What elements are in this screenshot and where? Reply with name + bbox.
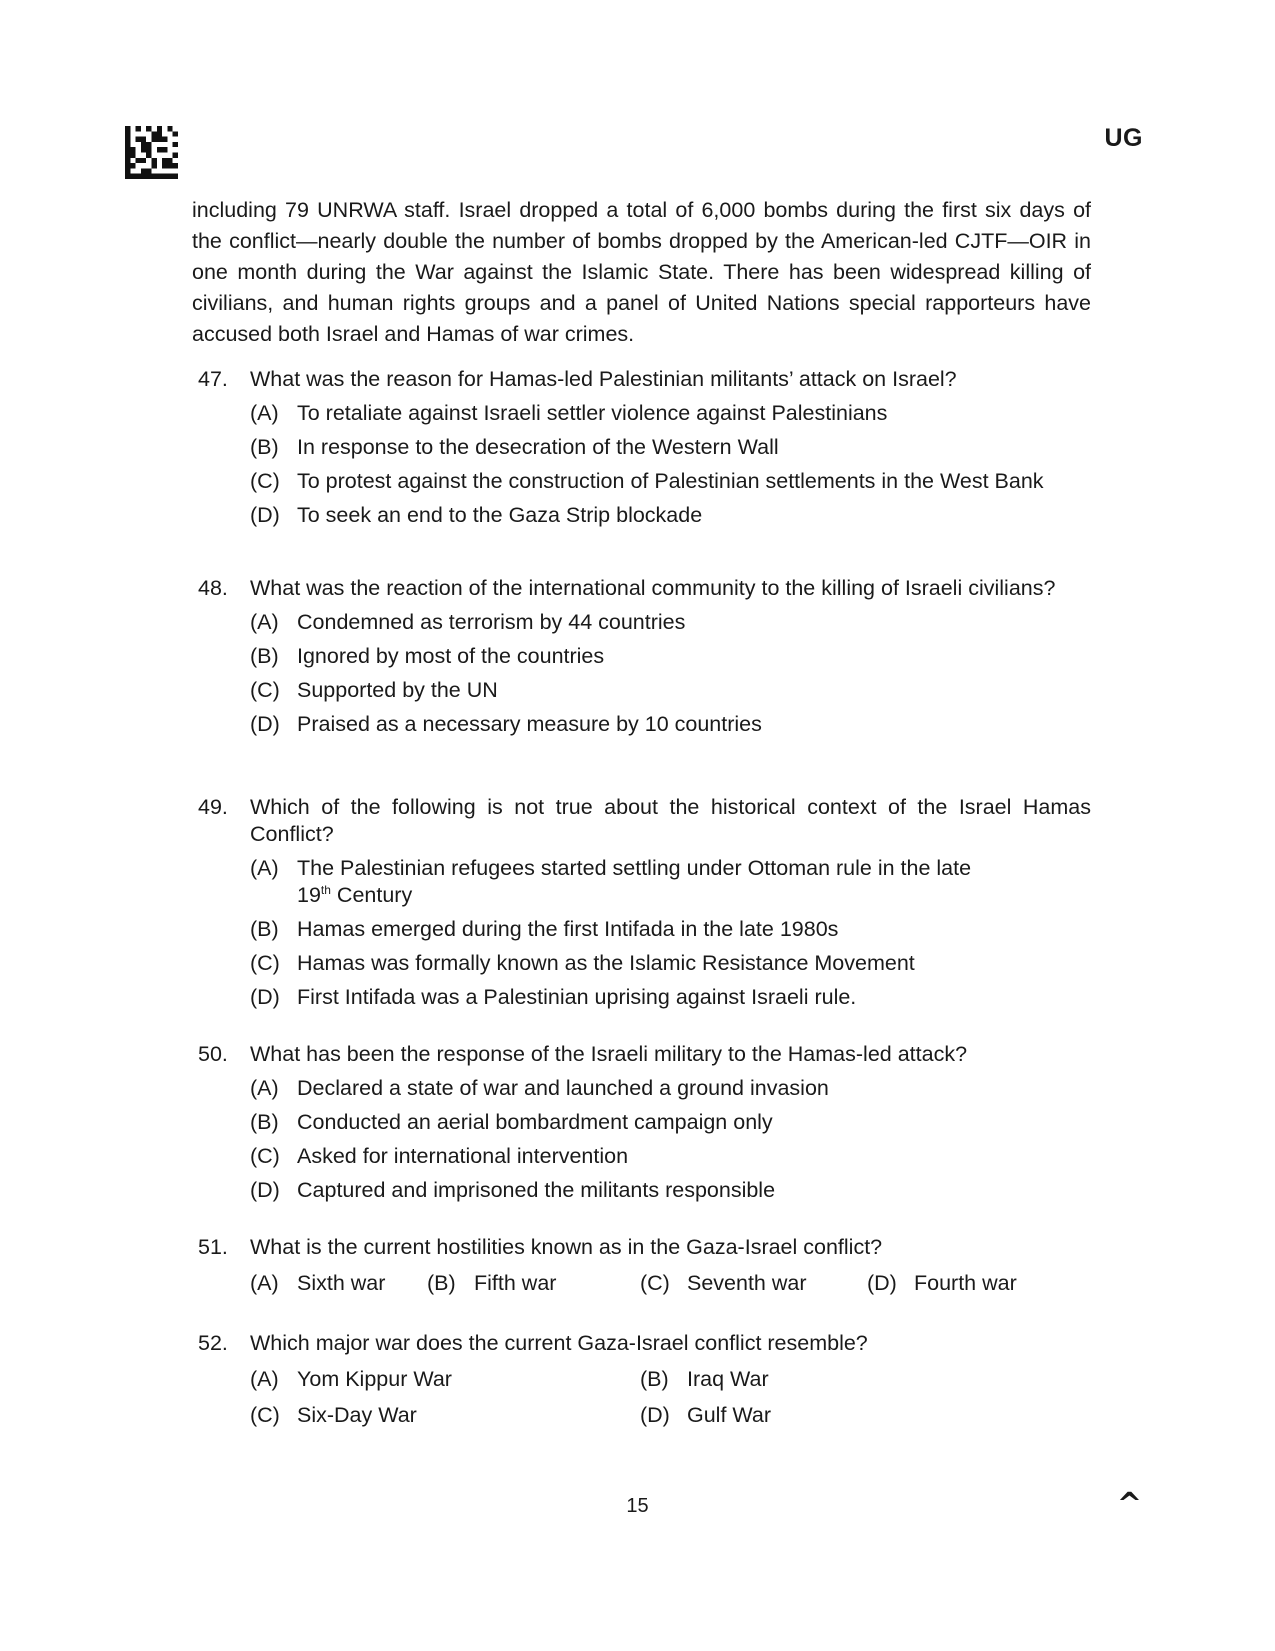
option-letter: (B)	[250, 1110, 279, 1134]
option-letter: (B)	[640, 1367, 669, 1391]
option-text: Gulf War	[687, 1403, 772, 1427]
option-d	[250, 984, 1091, 1011]
option-b	[250, 1109, 1091, 1136]
option-text: To seek an end to the Gaza Strip blockade	[297, 503, 703, 527]
option-d	[250, 502, 1091, 529]
option-text: Supported by the UN	[297, 678, 498, 702]
option-letter: (D)	[640, 1403, 670, 1427]
option-a	[250, 855, 1091, 909]
option-letter: (C)	[250, 1403, 280, 1427]
option-text: Condemned as terrorism by 44 countries	[297, 610, 686, 634]
option-b	[250, 916, 1091, 943]
option-b	[250, 434, 1091, 461]
option-text-year: 19	[297, 883, 321, 907]
option-c	[250, 677, 1091, 704]
option-a	[250, 1270, 385, 1297]
question-number: 48.	[198, 576, 228, 600]
question-text: Which of the following is not true about the historical context of the Israel Hamas Conflict?	[250, 795, 1091, 846]
option-letter: (C)	[250, 469, 280, 493]
option-letter: (A)	[250, 1271, 279, 1295]
option-c	[640, 1270, 807, 1297]
option-text-line2: Century	[330, 883, 413, 907]
option-text: To retaliate against Israeli settler violence against Palestinians	[297, 401, 888, 425]
question-text: What is the current hostilities known as in the Gaza-Israel conflict?	[250, 1235, 883, 1259]
option-text: Conducted an aerial bombardment campaign only	[297, 1110, 773, 1134]
question-text: What was the reason for Hamas-led Palestinian militants’ attack on Israel?	[250, 367, 957, 391]
data-matrix-code	[125, 126, 178, 179]
option-letter: (B)	[250, 435, 279, 459]
option-letter: (B)	[250, 917, 279, 941]
options-row	[198, 1366, 1091, 1396]
option-text: Captured and imprisoned the militants responsible	[297, 1178, 776, 1202]
option-text: Six-Day War	[297, 1403, 417, 1427]
option-text: Sixth war	[297, 1271, 386, 1295]
passage-text: including 79 UNRWA staff. Israel dropped a total of 6,000 bombs during the first six days of the conflict—nearly double the number of bombs dropped by the American-led CJTF—OIR in one month during the War against the Islamic State. There has been widespread killing of civilians, and human rights groups and a panel of United Nations special rapporteurs have accused both Israel and Hamas of war crimes.	[192, 198, 1091, 346]
page-number: 15	[626, 1495, 649, 1517]
option-text	[297, 855, 1091, 909]
option-text: Hamas was formally known as the Islamic Resistance Movement	[297, 951, 915, 975]
option-letter: (D)	[250, 712, 280, 736]
option-b	[640, 1366, 769, 1393]
option-text: Praised as a necessary measure by 10 countries	[297, 712, 762, 736]
option-d	[867, 1270, 1017, 1297]
options-row	[198, 1402, 1091, 1432]
option-text: Fifth war	[474, 1271, 557, 1295]
option-c	[250, 468, 1091, 495]
option-letter: (C)	[250, 678, 280, 702]
option-letter: (A)	[250, 1367, 279, 1391]
question-text: What was the reaction of the international community to the killing of Israeli civilians?	[250, 576, 1056, 600]
option-text: First Intifada was a Palestinian uprising against Israeli rule.	[297, 985, 857, 1009]
option-letter: (D)	[250, 503, 280, 527]
option-a	[250, 1366, 452, 1393]
option-letter: (A)	[250, 401, 279, 425]
option-text: To protest against the construction of Palestinian settlements in the West Bank	[297, 469, 1044, 493]
option-letter: (C)	[250, 951, 280, 975]
option-text: Asked for international intervention	[297, 1144, 629, 1168]
option-text: In response to the desecration of the Western Wall	[297, 435, 779, 459]
question-number: 47.	[198, 367, 228, 391]
exam-series-code: UG	[1104, 124, 1143, 152]
option-b	[427, 1270, 556, 1297]
question-number: 50.	[198, 1042, 228, 1066]
question-number: 51.	[198, 1235, 228, 1259]
ordinal-suffix: th	[320, 883, 331, 897]
question-number: 52.	[198, 1331, 228, 1355]
option-text: Hamas emerged during the first Intifada in the late 1980s	[297, 917, 839, 941]
question-49	[198, 794, 1091, 1011]
option-letter: (B)	[427, 1271, 456, 1295]
option-text: Fourth war	[914, 1271, 1017, 1295]
question-52	[198, 1330, 1091, 1432]
option-a	[250, 1075, 1091, 1102]
option-text: Seventh war	[687, 1271, 807, 1295]
option-d	[250, 711, 1091, 738]
option-text: Declared a state of war and launched a ground invasion	[297, 1076, 829, 1100]
option-letter: (C)	[250, 1144, 280, 1168]
option-text: Yom Kippur War	[297, 1367, 452, 1391]
option-c	[250, 1402, 417, 1429]
option-letter: (A)	[250, 1076, 279, 1100]
option-a	[250, 400, 1091, 427]
option-letter: (D)	[250, 985, 280, 1009]
question-51	[198, 1234, 1091, 1300]
options-row	[198, 1270, 1091, 1300]
question-50	[198, 1041, 1091, 1204]
question-47	[198, 366, 1091, 529]
option-letter: (A)	[250, 856, 279, 880]
option-letter: (C)	[640, 1271, 670, 1295]
option-a	[250, 609, 1091, 636]
question-text: What has been the response of the Israeli military to the Hamas-led attack?	[250, 1042, 968, 1066]
option-text: Ignored by most of the countries	[297, 644, 605, 668]
option-text-line1: The Palestinian refugees started settling under Ottoman rule in the late	[297, 856, 972, 880]
question-text: Which major war does the current Gaza-Israel conflict resemble?	[250, 1331, 868, 1355]
option-b	[250, 643, 1091, 670]
question-48	[198, 575, 1091, 738]
option-c	[250, 950, 1091, 977]
option-d	[250, 1177, 1091, 1204]
option-text: Iraq War	[687, 1367, 769, 1391]
question-number: 49.	[198, 795, 228, 819]
option-c	[250, 1143, 1091, 1170]
option-letter: (D)	[867, 1271, 897, 1295]
option-letter: (B)	[250, 644, 279, 668]
option-letter: (A)	[250, 610, 279, 634]
option-letter: (D)	[250, 1178, 280, 1202]
option-d	[640, 1402, 771, 1429]
caret-mark: ^	[1116, 1487, 1142, 1522]
